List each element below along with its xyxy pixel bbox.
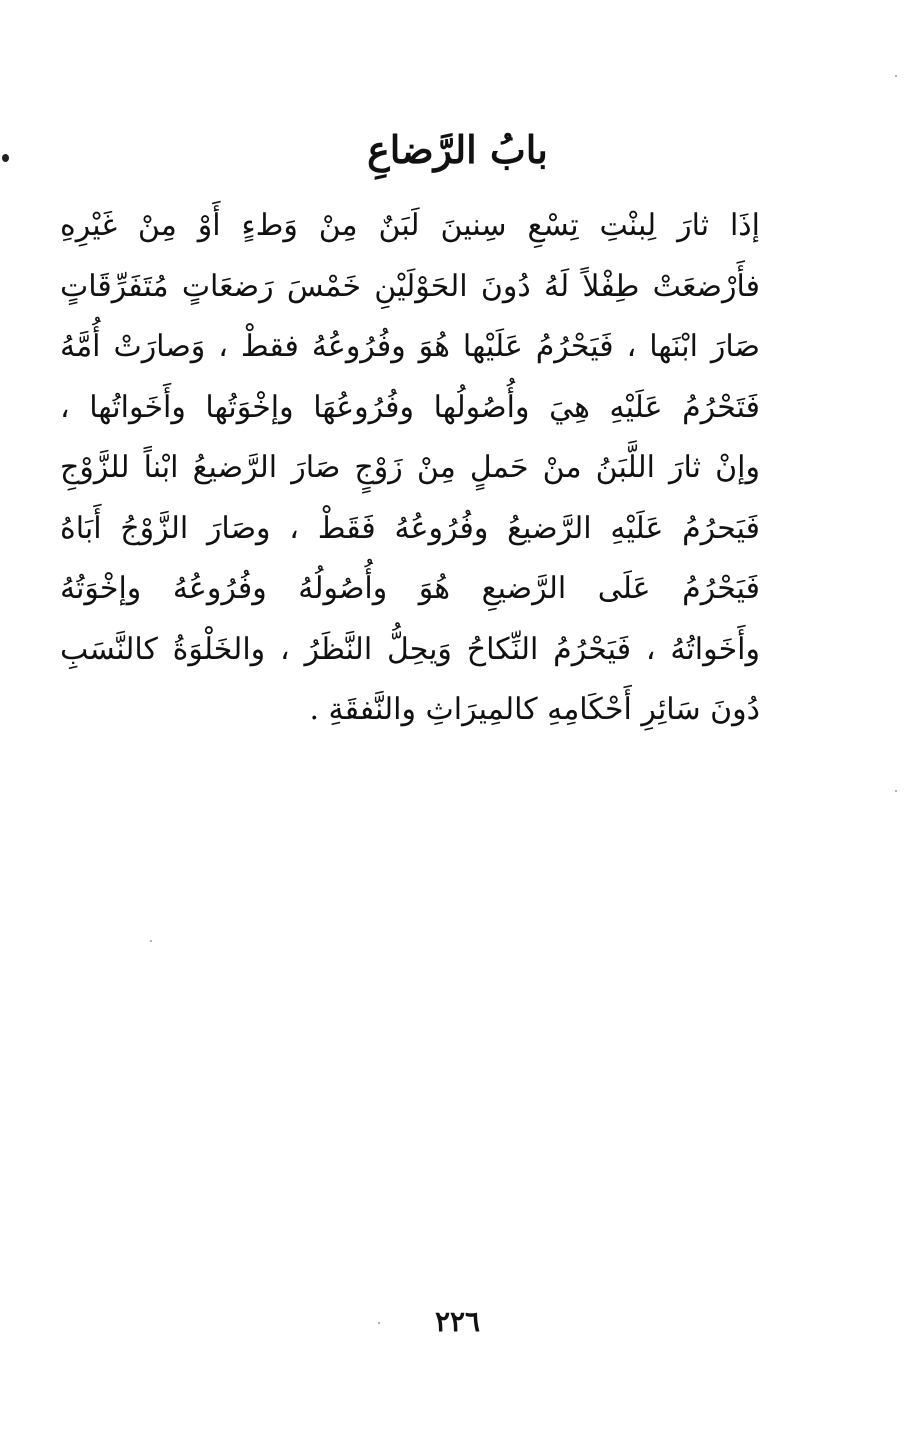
- text-line-8: وأَخَواتُهُ ، فَيَحْرُمُ النِّكاحُ وَيحِلُّ النَّظَرُ ، والخَلْوَةُ كالنَّسَبِ: [60, 631, 760, 667]
- text-line-2: فأَرْضعَتْ طِفْلاً لَهُ دُونَ الحَوْلَيْنِ خَمْسَ رَضعَاتٍ مُتَفَرِّقَاتٍ: [60, 268, 760, 304]
- paper-speck: [150, 940, 152, 942]
- text-line-9: دُونَ سَائِرِ أَحْكَامِهِ كالمِيرَاثِ والنَّفقَةِ .: [309, 692, 760, 727]
- text-line-3: صَارَ ابْنَها ، فَيَحْرُمُ عَلَيْها هُوَ وفُرُوعُهُ فقطْ ، وَصارَتْ أُمَّهُ: [60, 329, 760, 364]
- text-line-7: فَيَحْرُمُ عَلَى الرَّضيعِ هُوَ وأُصُولُهُ وفُرُوعُهُ وإخْوَتُهُ: [60, 571, 760, 606]
- chapter-title: بابُ الرَّضاعِ: [367, 127, 548, 172]
- paper-speck: [895, 790, 897, 792]
- text-line-6: فَيَحرُمُ عَلَيْهِ الرَّضيعُ وفُرُوعُهُ فَقَطْ ، وصَارَ الزَّوْجُ أَبَاهُ: [60, 510, 760, 546]
- page-number: ٢٢٦: [434, 1305, 481, 1338]
- text-line-1: إذَا ثارَ لِبنْتِ تِسْعِ سِنينَ لَبَنٌ مِنْ وَطءٍ أَوْ مِنْ غَيْرِهِ: [60, 208, 760, 243]
- text-line-5: وإنْ ثارَ اللَّبَنُ منْ حَملٍ مِنْ زَوْجٍ صَارَ الرَّضيعُ ابْناً للزَّوْجِ: [60, 450, 760, 485]
- paper-speck: [895, 75, 897, 77]
- text-line-4: فَتَحْرُمُ عَلَيْهِ هِيَ وأُصُولُها وفُرُوعُهَا وإخْوَتُها وأَخَواتُها ،: [60, 389, 760, 425]
- chapter-body: [60, 196, 760, 741]
